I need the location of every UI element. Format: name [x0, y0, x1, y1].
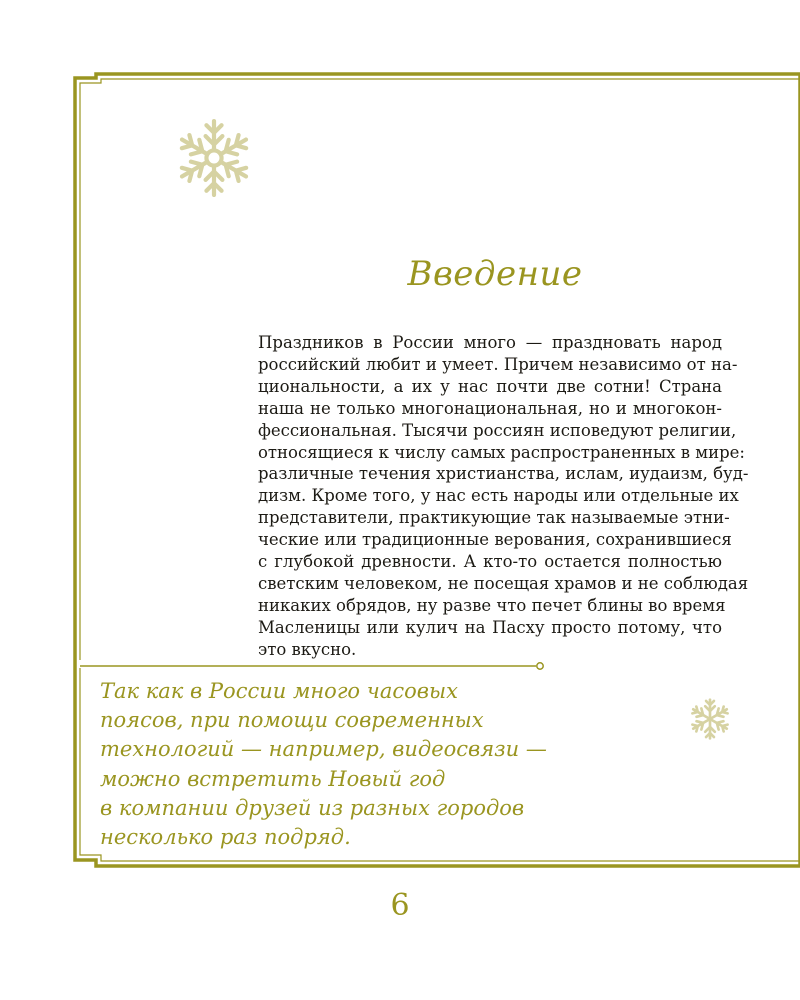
body-line: это вкусно. — [258, 639, 357, 659]
snowflake-icon — [172, 116, 256, 200]
body-line: Масленицы или кулич на Пасху просто потому, что — [258, 617, 722, 637]
body-line: Праздников в России много — праздновать народ — [258, 333, 722, 352]
quote-line: Так как в России много часовых — [100, 679, 458, 703]
body-line: с глубокой древности. А кто-то остается полностью — [258, 552, 722, 572]
body-line: фессиональная. Тысячи россиян исповедуют религии, — [258, 420, 737, 440]
body-line: никаких обрядов, ну разве что печет блины во время — [258, 595, 726, 615]
sidebar-quote — [100, 677, 570, 852]
quote-line: в компании друзей из разных городов — [100, 795, 525, 820]
snowflake-icon — [688, 697, 732, 741]
body-line: представители, практикующие так называемые этни- — [258, 508, 730, 528]
page-number: 6 — [390, 888, 410, 923]
body-line: циональности, а их у нас почти две сотни! Страна — [258, 376, 722, 396]
body-line: относящиеся к числу самых распространенных в мире: — [258, 442, 745, 462]
quote-line: можно встретить Новый год — [100, 766, 446, 791]
page-title: Введение — [407, 254, 583, 294]
body-line: различные течения христианства, ислам, иудаизм, буд- — [258, 464, 749, 484]
quote-line: технологий — например, видеосвязи — — [100, 737, 547, 762]
body-line: светским человеком, не посещая храмов и не соблюдая — [258, 573, 749, 593]
body-line: ческие или традиционные верования, сохранившиеся — [258, 530, 732, 550]
body-line: дизм. Кроме того, у нас есть народы или отдельные их — [258, 486, 739, 506]
body-line: наша не только многонациональная, но и многокон- — [258, 398, 722, 418]
body-line: российский любит и умеет. Причем независимо от на- — [258, 354, 738, 374]
quote-line: несколько раз подряд. — [100, 825, 351, 850]
quote-line: поясов, при помощи современных — [100, 708, 484, 733]
body-text — [258, 332, 749, 661]
